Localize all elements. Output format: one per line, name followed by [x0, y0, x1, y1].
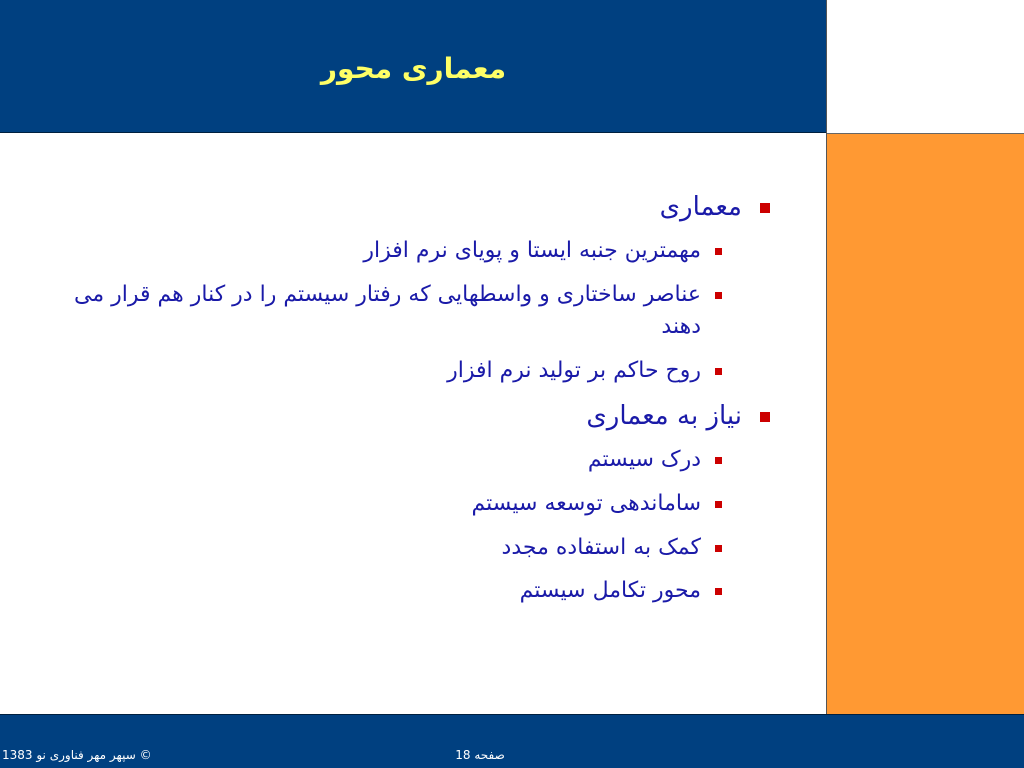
bullet-square-icon: [715, 292, 722, 299]
bullet-square-icon: [760, 412, 770, 422]
section-heading: [50, 399, 770, 434]
slide-content: [50, 190, 770, 619]
footer-copyright: © سپهر مهر فناوری نو 1383: [2, 748, 152, 762]
list-item: [50, 488, 722, 520]
footer-bar: [0, 714, 1024, 768]
section-heading: [50, 190, 770, 225]
bullet-square-icon: [715, 545, 722, 552]
list-item-text: درک سیستم: [587, 446, 701, 472]
top-right-blank: [827, 0, 1024, 133]
list-item: [50, 355, 722, 387]
list-item-text: کمک به استفاده مجدد: [501, 534, 701, 560]
bullet-square-icon: [715, 457, 722, 464]
bullet-square-icon: [715, 368, 722, 375]
content-divider: [826, 0, 827, 714]
list-item-text: روح حاکم بر تولید نرم افزار: [447, 357, 701, 383]
slide-title: معماری محور: [320, 52, 507, 85]
list-item-text: مهمترین جنبه ایستا و پویای نرم افزار: [363, 238, 701, 264]
bullet-square-icon: [760, 203, 770, 213]
list-item-text: محور تکامل سیستم: [519, 578, 701, 604]
bullet-square-icon: [715, 248, 722, 255]
footer-page-number: صفحه 18: [455, 748, 505, 762]
title-bar: [0, 0, 827, 133]
list-item: [50, 532, 722, 564]
list-item: [50, 279, 722, 343]
list-item-text: عناصر ساختاری و واسطهایی که رفتار سیستم را در کنار هم قرار می دهند: [74, 281, 701, 339]
bullet-square-icon: [715, 588, 722, 595]
bullet-square-icon: [715, 501, 722, 508]
list-item-text: ساماندهی توسعه سیستم: [471, 490, 701, 516]
section-heading-text: معماری: [659, 192, 742, 222]
section-heading-text: نیاز به معماری: [586, 400, 742, 431]
list-item: [50, 235, 722, 267]
side-panel: [826, 133, 1024, 714]
list-item: [50, 444, 722, 476]
list-item: [50, 575, 722, 607]
